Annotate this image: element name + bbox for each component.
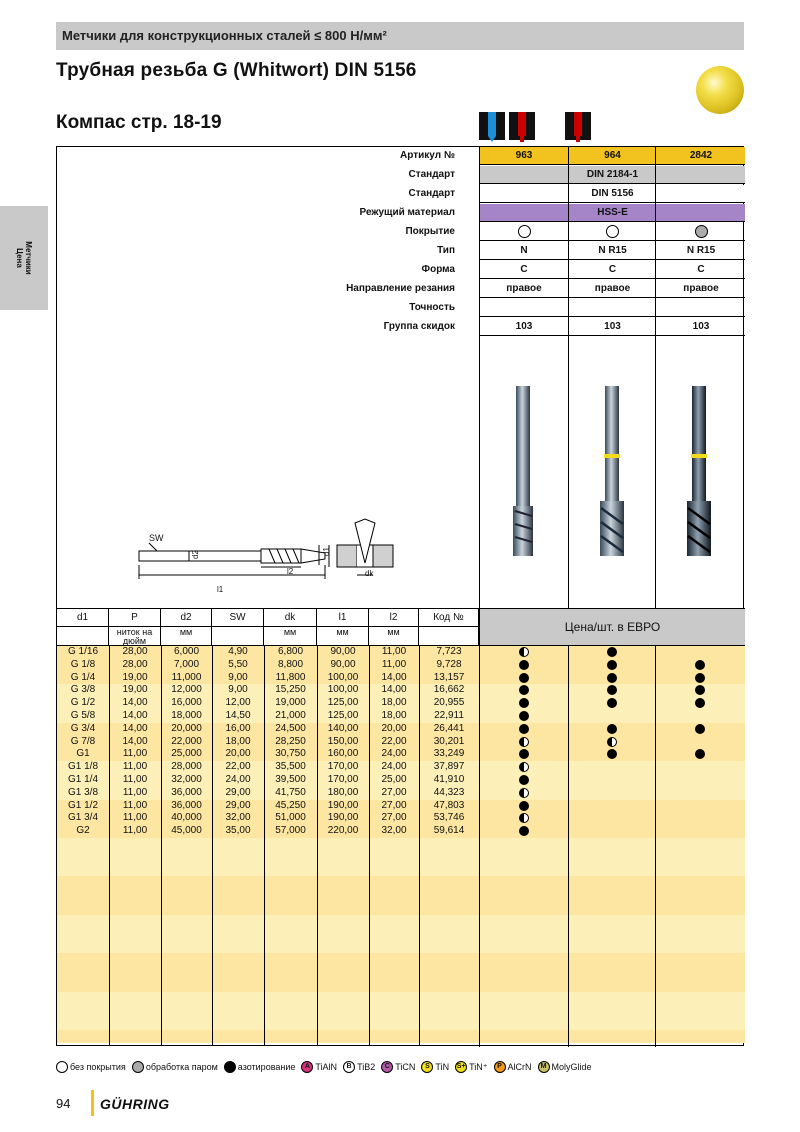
table-cell: 11,00	[122, 774, 148, 785]
column-header: d2	[161, 609, 212, 627]
table-cell: 35,00	[225, 825, 251, 837]
availability-dot[interactable]	[519, 737, 529, 747]
table-cell[interactable]: 47,803	[433, 799, 465, 811]
availability-dot[interactable]	[519, 685, 529, 695]
table-cell: 29,00	[225, 786, 251, 798]
table-cell: G2	[76, 825, 90, 837]
availability-dot[interactable]	[519, 724, 529, 734]
article-row	[480, 147, 745, 164]
table-row	[57, 774, 745, 787]
thread-hole-section	[329, 519, 393, 575]
standard2-row	[480, 185, 745, 202]
coating-2842	[657, 223, 745, 240]
table-cell: 28,00	[122, 646, 148, 657]
coating-row	[480, 223, 745, 240]
table-cell: 90,00	[330, 646, 356, 657]
legend-label: обработка паром	[145, 1062, 218, 1072]
table-cell: 27,00	[381, 799, 407, 811]
spec-label: Направление резания	[346, 283, 455, 294]
legend-label: без покрытия	[70, 1062, 126, 1072]
table-cell: G 5/8	[70, 710, 96, 721]
tool-photos	[480, 336, 745, 606]
table-cell: 11,00	[122, 761, 148, 773]
table-cell: 6,000	[173, 646, 200, 657]
table-cell: 24,500	[275, 722, 306, 734]
product-table-frame	[56, 146, 744, 1046]
table-cell: 14,00	[122, 697, 148, 709]
discount-963: 103	[515, 321, 533, 332]
table-cell: 18,00	[381, 697, 407, 709]
table-cell[interactable]: 26,441	[433, 722, 465, 734]
legend-label: MolyGlide	[551, 1062, 592, 1072]
discount-row	[480, 318, 745, 335]
table-row	[57, 646, 745, 659]
availability-dot[interactable]	[519, 801, 529, 811]
table-cell: 125,00	[327, 710, 359, 721]
table-cell: 11,800	[275, 671, 306, 683]
material-row	[480, 204, 745, 221]
legend-label: TiCN	[395, 1062, 416, 1072]
spec-label: Стандарт	[408, 188, 455, 199]
table-cell: 160,00	[327, 748, 359, 760]
legend-item	[381, 1061, 415, 1073]
tap-technical-drawing	[129, 515, 469, 605]
availability-dot[interactable]	[519, 749, 529, 759]
table-cell: 180,00	[327, 786, 359, 798]
type-2842: N R15	[686, 245, 716, 256]
table-cell: G 1/2	[70, 697, 96, 709]
column-unit: мм	[369, 627, 419, 645]
table-cell: 25,00	[381, 774, 407, 785]
page-number: 94	[56, 1096, 71, 1111]
table-cell: 100,00	[327, 671, 359, 683]
availability-dot[interactable]	[519, 647, 529, 657]
table-cell: 11,00	[122, 786, 148, 798]
form-2842: C	[697, 264, 705, 275]
coating-marker-icon: P	[494, 1061, 506, 1073]
availability-dot[interactable]	[607, 724, 617, 734]
table-cell[interactable]: 59,614	[433, 825, 465, 837]
table-cell: 11,00	[381, 658, 407, 670]
table-cell: 220,00	[327, 825, 359, 837]
table-row	[57, 825, 745, 838]
page-title: Трубная резьба G (Whitwort) DIN 5156	[56, 60, 417, 81]
table-row	[57, 710, 745, 723]
uncoated-icon	[518, 225, 531, 238]
table-cell: 18,00	[381, 710, 407, 721]
table-cell: 39,500	[275, 774, 306, 785]
table-cell: 25,000	[171, 748, 202, 760]
diagram-label-sw: SW	[149, 533, 164, 543]
column-header: SW	[212, 609, 264, 627]
table-cell: G 3/8	[70, 684, 96, 696]
coating-marker-icon: C	[381, 1061, 393, 1073]
legend-label: TiN	[435, 1062, 450, 1072]
table-cell: G 1/4	[70, 671, 96, 683]
table-body	[57, 646, 745, 1046]
legend-item	[538, 1061, 592, 1073]
table-cell: 45,000	[171, 825, 202, 837]
legend-label: TiN⁺	[469, 1061, 488, 1072]
table-cell: 20,00	[225, 748, 251, 760]
page-subtitle: Компас стр. 18-19	[56, 112, 222, 133]
table-cell: 11,00	[122, 799, 148, 811]
tool-type-icon-964	[509, 112, 535, 140]
table-cell: G 1/16	[67, 646, 99, 657]
table-cell: 90,00	[330, 658, 356, 670]
table-cell: 22,00	[381, 735, 407, 747]
table-cell: 40,000	[171, 812, 202, 824]
table-cell: 14,50	[225, 710, 251, 721]
guhring-logo: GÜHRING	[100, 1096, 170, 1112]
table-cell: 11,00	[122, 825, 148, 837]
table-cell: 5,50	[228, 658, 248, 670]
table-cell: 16,00	[225, 722, 251, 734]
column-unit	[57, 627, 109, 645]
table-cell: 150,00	[327, 735, 359, 747]
table-cell: 24,00	[381, 748, 407, 760]
table-cell: 19,00	[122, 684, 148, 696]
legend-label: TiB2	[357, 1062, 376, 1072]
tool-type-icon-963	[479, 112, 505, 140]
table-cell: 140,00	[327, 722, 359, 734]
table-cell: G1	[76, 748, 90, 760]
steam-treated-icon	[695, 225, 708, 238]
availability-dot[interactable]	[607, 660, 617, 670]
availability-dot[interactable]	[695, 724, 705, 734]
table-row	[57, 748, 745, 761]
form-963: C	[520, 264, 528, 275]
tap-photo-963	[513, 386, 533, 556]
availability-dot[interactable]	[519, 698, 529, 708]
availability-dot[interactable]	[695, 660, 705, 670]
table-cell[interactable]: 44,323	[433, 786, 465, 798]
table-cell: G 7/8	[70, 735, 96, 747]
table-cell: 24,00	[225, 774, 251, 785]
form-964: C	[608, 264, 617, 275]
column-unit: мм	[317, 627, 369, 645]
discount-2842: 103	[692, 321, 710, 332]
column-unit	[419, 627, 479, 645]
column-header: Код №	[419, 609, 479, 627]
legend-item	[343, 1061, 375, 1073]
table-cell: 16,000	[171, 697, 202, 709]
table-cell: 27,00	[381, 786, 407, 798]
table-cell[interactable]: 22,911	[434, 710, 464, 721]
table-cell: 9,00	[228, 671, 248, 683]
table-cell: 11,00	[122, 812, 148, 824]
table-cell: 35,500	[275, 761, 306, 773]
table-row	[57, 787, 745, 800]
uncoated-icon	[606, 225, 619, 238]
column-unit: ниток на дюйм	[109, 627, 161, 645]
table-row	[57, 812, 745, 825]
coating-marker-icon	[56, 1061, 68, 1073]
table-row	[57, 659, 745, 672]
table-row	[57, 736, 745, 749]
tap-photo-964	[600, 386, 624, 556]
table-cell: 32,00	[381, 825, 407, 837]
standard1-row	[480, 166, 745, 183]
table-cell: G1 1/8	[67, 761, 99, 773]
category-header-bar: Метчики для конструкционных сталей ≤ 800 Н/мм²	[56, 22, 744, 50]
availability-dot[interactable]	[695, 749, 705, 759]
availability-dot[interactable]	[519, 762, 529, 772]
availability-dot[interactable]	[519, 788, 529, 798]
coating-marker-icon	[132, 1061, 144, 1073]
table-cell[interactable]: 7,723	[436, 646, 462, 657]
table-cell: 14,00	[122, 710, 148, 721]
direction-963: правое	[506, 283, 542, 294]
table-cell: 100,00	[327, 684, 359, 696]
legend-item	[132, 1061, 218, 1073]
type-row	[480, 242, 745, 259]
spec-label: Точность	[409, 302, 455, 313]
table-cell[interactable]: 30,201	[433, 735, 465, 747]
table-cell: 7,000	[173, 658, 200, 670]
coating-963	[480, 223, 568, 240]
spec-label: Режущий материал	[359, 207, 455, 218]
column-header: d1	[57, 609, 109, 627]
column-header: dk	[264, 609, 317, 627]
table-cell: 19,00	[122, 671, 148, 683]
table-cell[interactable]: 16,662	[433, 684, 465, 696]
discount-964: 103	[604, 321, 621, 332]
table-row	[57, 800, 745, 813]
table-cell: 20,000	[171, 722, 202, 734]
side-tab-label: Метчики Цена	[15, 241, 33, 275]
spec-label: Артикул №	[400, 150, 455, 161]
availability-dot[interactable]	[519, 673, 529, 683]
availability-dot[interactable]	[607, 647, 617, 657]
availability-dot[interactable]	[519, 775, 529, 785]
table-cell: 22,00	[225, 761, 251, 773]
coating-964	[568, 223, 657, 240]
table-cell: 125,00	[327, 697, 359, 709]
spec-label: Форма	[421, 264, 455, 275]
legend-label: азотирование	[237, 1062, 296, 1072]
availability-dot[interactable]	[607, 685, 617, 695]
table-cell: 45,250	[275, 799, 306, 811]
table-cell: G1 1/4	[67, 774, 99, 785]
availability-dot[interactable]	[519, 711, 529, 721]
legend-item	[224, 1061, 296, 1073]
table-cell[interactable]: 20,955	[433, 697, 465, 709]
table-cell: 6,800	[277, 646, 304, 657]
table-cell[interactable]: 53,746	[433, 812, 465, 824]
standard1-value: DIN 2184-1	[586, 169, 639, 180]
spec-label: Тип	[437, 245, 455, 256]
table-cell: 15,250	[275, 684, 306, 696]
column-header: P	[109, 609, 161, 627]
tool-type-icon-2842	[565, 112, 591, 140]
column-unit: мм	[161, 627, 212, 645]
direction-964: правое	[594, 283, 631, 294]
table-cell: 9,00	[228, 684, 248, 696]
type-963: N	[520, 245, 528, 256]
availability-dot[interactable]	[607, 749, 617, 759]
table-cell: 11,000	[171, 671, 202, 683]
legend-label: AlCrN	[507, 1062, 532, 1072]
availability-dot[interactable]	[519, 813, 529, 823]
column-unit: мм	[264, 627, 317, 645]
table-cell: 12,000	[171, 684, 202, 696]
table-cell: 19,000	[275, 697, 306, 709]
availability-dot[interactable]	[695, 673, 705, 683]
table-cell: 28,000	[171, 761, 202, 773]
table-cell[interactable]: 41,910	[433, 774, 465, 785]
table-row	[57, 761, 745, 774]
material-value: HSS-E	[597, 207, 628, 218]
table-cell: 11,00	[122, 748, 148, 760]
column-unit	[212, 627, 264, 645]
table-row	[57, 672, 745, 685]
table-cell: 20,00	[381, 722, 407, 734]
table-row	[57, 697, 745, 710]
legend-item	[301, 1061, 337, 1073]
side-tab[interactable]	[0, 206, 48, 310]
table-cell: G 1/8	[70, 658, 96, 670]
diagram-label-d2: d2	[190, 550, 200, 559]
table-cell: 32,00	[225, 812, 251, 824]
direction-2842: правое	[683, 283, 719, 294]
table-cell: 24,00	[381, 761, 407, 773]
table-cell: 190,00	[327, 799, 359, 811]
form-row	[480, 261, 745, 278]
table-cell: 21,000	[275, 710, 306, 721]
availability-dot[interactable]	[607, 698, 617, 708]
tap-photo-2842	[687, 386, 711, 556]
table-cell: 170,00	[327, 774, 359, 785]
table-cell: 27,00	[381, 812, 407, 824]
table-cell: 57,000	[275, 825, 306, 837]
column-header: l1	[317, 609, 369, 627]
table-cell: 18,000	[171, 710, 202, 721]
legend-label: TiAlN	[315, 1062, 338, 1072]
table-cell: 190,00	[327, 812, 359, 824]
table-cell: G 3/4	[70, 722, 96, 734]
availability-dot[interactable]	[695, 698, 705, 708]
coating-ball-icon	[696, 66, 744, 114]
coating-legend	[56, 1056, 744, 1078]
table-cell: 51,000	[275, 812, 306, 824]
table-row	[57, 723, 745, 736]
availability-dot[interactable]	[695, 685, 705, 695]
coating-marker-icon: B	[343, 1061, 355, 1073]
table-cell: 22,000	[171, 735, 202, 747]
spec-label: Стандарт	[408, 169, 455, 180]
coating-marker-icon	[224, 1061, 236, 1073]
legend-item	[494, 1061, 532, 1073]
column-header: l2	[369, 609, 419, 627]
diagram-label-l2: l2	[287, 567, 294, 576]
table-cell: 18,00	[225, 735, 251, 747]
coating-marker-icon: S+	[455, 1061, 467, 1073]
price-header: Цена/шт. в ЕВРО	[480, 609, 745, 645]
table-cell: 29,00	[225, 799, 251, 811]
table-cell: G1 3/4	[67, 812, 99, 824]
coating-marker-icon: S	[421, 1061, 433, 1073]
coating-marker-icon: A	[301, 1061, 313, 1073]
legend-item	[421, 1061, 449, 1073]
table-cell: 28,250	[275, 735, 306, 747]
table-cell: G1 1/2	[67, 799, 99, 811]
table-cell: 41,750	[275, 786, 306, 798]
article-963[interactable]: 963	[515, 150, 533, 161]
table-header	[57, 609, 479, 645]
table-cell[interactable]: 9,728	[436, 658, 462, 670]
table-cell: 28,00	[122, 658, 148, 670]
table-cell: 8,800	[277, 658, 304, 670]
table-cell: 4,90	[228, 646, 248, 657]
table-row	[57, 684, 745, 697]
table-cell[interactable]: 37,897	[433, 761, 465, 773]
diagram-label-dk: dk	[365, 569, 374, 578]
availability-dot[interactable]	[607, 673, 617, 683]
table-cell: 32,000	[171, 774, 202, 785]
logo-accent-bar	[91, 1090, 94, 1116]
availability-dot[interactable]	[519, 826, 529, 836]
table-cell[interactable]: 33,249	[433, 748, 465, 760]
direction-row	[480, 280, 745, 297]
article-2842[interactable]: 2842	[689, 150, 713, 161]
table-cell: 11,00	[381, 646, 407, 657]
coating-marker-icon: M	[538, 1061, 550, 1073]
spec-label: Группа скидок	[383, 321, 455, 332]
availability-dot[interactable]	[519, 660, 529, 670]
legend-item	[56, 1061, 126, 1073]
standard2-value: DIN 5156	[591, 188, 634, 199]
diagram-label-l1: l1	[217, 585, 224, 594]
table-cell: 36,000	[171, 799, 202, 811]
table-cell: 36,000	[171, 786, 202, 798]
article-964[interactable]: 964	[604, 150, 621, 161]
diagram-label-d1: d1	[321, 547, 331, 556]
availability-dot[interactable]	[607, 737, 617, 747]
spec-label: Покрытие	[405, 226, 455, 237]
table-cell[interactable]: 13,157	[433, 671, 465, 683]
table-cell: 30,750	[275, 748, 306, 760]
table-cell: 14,00	[122, 735, 148, 747]
table-cell: 14,00	[381, 684, 407, 696]
type-964: N R15	[598, 245, 627, 256]
table-cell: 14,00	[381, 671, 407, 683]
table-cell: 14,00	[122, 722, 148, 734]
table-cell: 12,00	[225, 697, 251, 709]
table-cell: G1 3/8	[67, 786, 99, 798]
legend-item	[455, 1061, 487, 1073]
table-cell: 170,00	[327, 761, 359, 773]
